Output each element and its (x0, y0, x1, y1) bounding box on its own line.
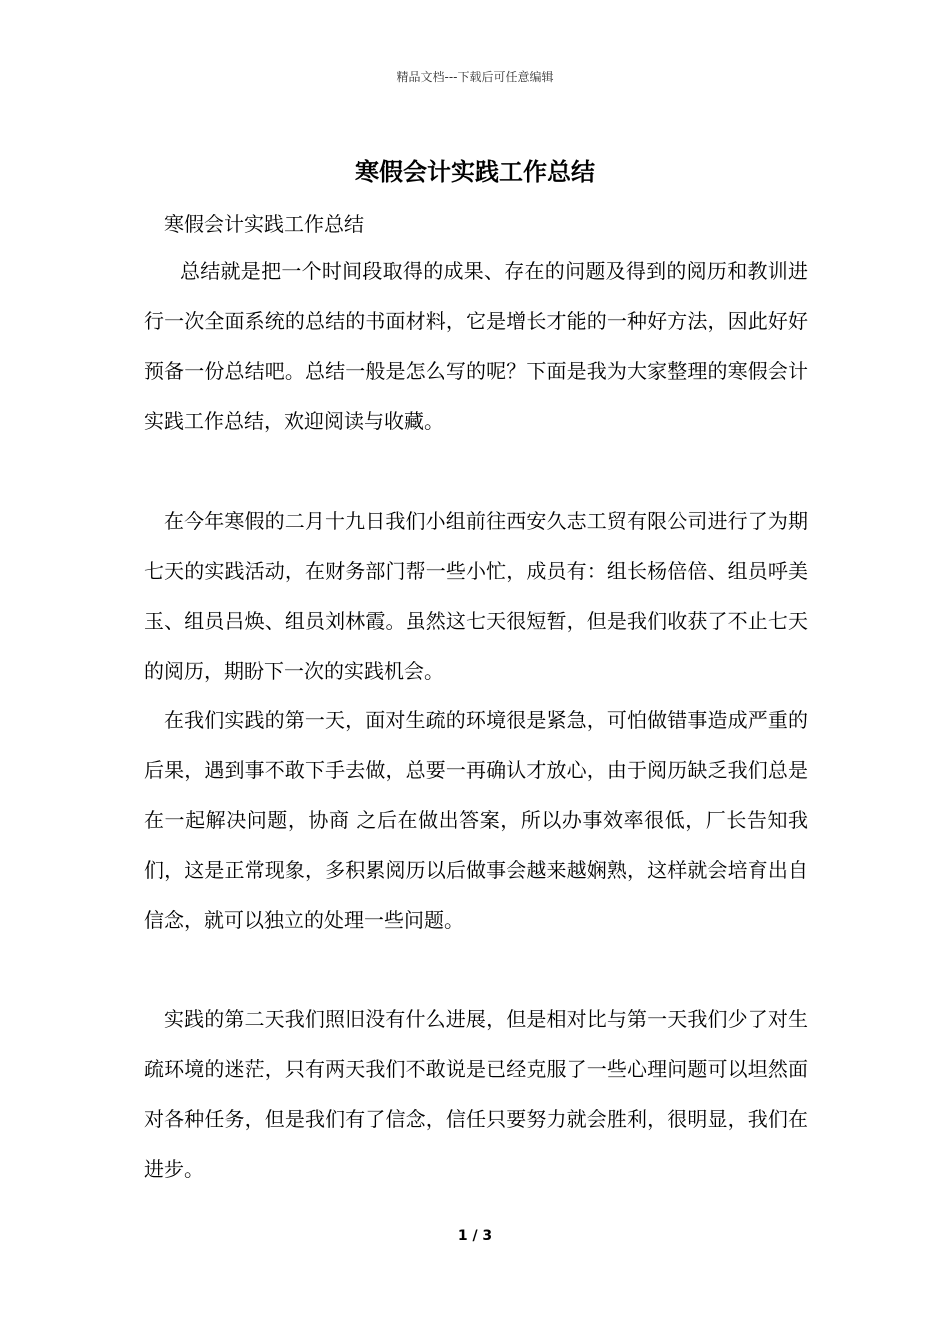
document-header-note: 精品文档---下载后可任意编辑 (396, 70, 554, 84)
body-paragraph-intro: 总结就是把一个时间段取得的成果、存在的问题及得到的阅历和教训进行一次全面系统的总结的书面材料，它是增长才能的一种好方法，因此好好预备一份总结吧。总结一般是怎么写的呢？下面是我为大家整理的寒假会计实践工作总结，欢迎阅读与收藏。 (144, 259, 808, 433)
document-title: 寒假会计实践工作总结 (355, 157, 595, 186)
body-paragraph-day-two: 实践的第二天我们照旧没有什么进展，但是相对比与第一天我们少了对生疏环境的迷茫，只有两天我们不敢说是已经克服了一些心理问题可以坦然面对各种任务，但是我们有了信念，信任只要努力就会胜利，很明显，我们在进步。 (144, 1007, 808, 1181)
body-paragraph-day-one: 在我们实践的第一天，面对生疏的环境很是紧急，可怕做错事造成严重的后果，遇到事不敢下手去做，总要一再确认才放心，由于阅历缺乏我们总是在一起解决问题，协商 之后在做出答案，所以办事效率很低，厂长告知我们，这是正常现象，多积累阅历以后做事会越来越娴熟，这样就会培育出自信念，就可以独立的处理一些问题。 (144, 708, 808, 932)
page-number: 1 / 3 (457, 1228, 493, 1244)
body-paragraph-practice-overview: 在今年寒假的二月十九日我们小组前往西安久志工贸有限公司进行了为期七天的实践活动，在财务部门帮一些小忙，成员有：组长杨倍倍、组员呼美玉、组员吕焕、组员刘林霞。虽然这七天很短暂，但是我们收获了不止七天的阅历，期盼下一次的实践机会。 (144, 509, 808, 683)
document-subtitle: 寒假会计实践工作总结 (164, 212, 364, 236)
